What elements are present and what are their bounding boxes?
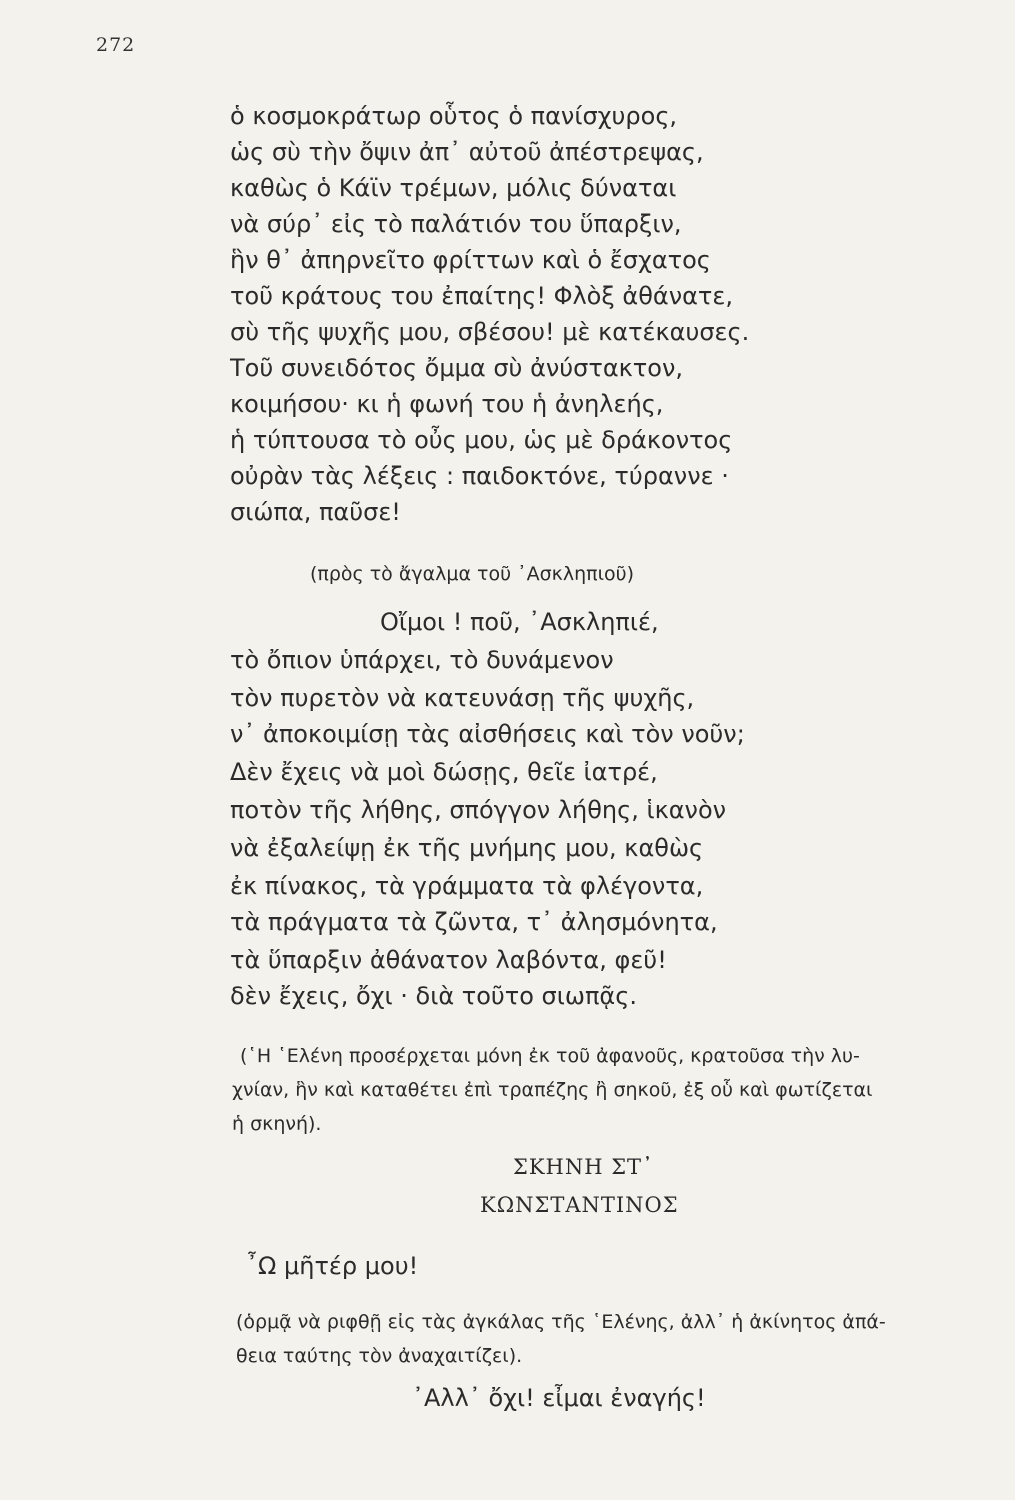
verse-line: τὸ ὄπιον ὑπάρχει, τὸ δυνάμενον (230, 646, 614, 674)
verse-line: ὡς σὺ τὴν ὄψιν ἀπ᾽ αὐτοῦ ἀπέστρεψας, (230, 138, 704, 166)
verse-line: ποτὸν τῆς λήθης, σπόγγον λήθης, ἱκανὸν (230, 796, 727, 824)
stage-direction-line: θεια ταύτης τὸν ἀναχαιτίζει). (236, 1345, 523, 1367)
verse-line: σὺ τῆς ψυχῆς μου, σβέσου! μὲ κατέκαυσες. (230, 318, 750, 346)
verse-line: Οἴμοι ! ποῦ, ᾽Ασκληπιέ, (380, 608, 659, 636)
stage-direction-line: (῾Η ῾Ελένη προσέρχεται μόνη ἐκ τοῦ ἀφανοῦς, κρατοῦσα τὴν λυ- (240, 1045, 860, 1067)
verse-line: Δὲν ἔχεις νὰ μοὶ δώσῃς, θεῖε ἰατρέ, (230, 758, 658, 786)
verse-line: ἡ τύπτουσα τὸ οὖς μου, ὡς μὲ δράκοντος (230, 426, 733, 454)
verse-line: κοιμήσου· κι ἡ φωνή του ἡ ἀνηλεής, (230, 390, 664, 418)
verse-line: τοῦ κράτους του ἐπαίτης! Φλὸξ ἀθάνατε, (230, 282, 733, 310)
verse-line: τὰ ὕπαρξιν ἀθάνατον λαβόντα, φεῦ! (230, 946, 667, 974)
page-number: 272 (96, 34, 136, 56)
stage-direction-line: χνίαν, ἣν καὶ καταθέτει ἐπὶ τραπέζης ἢ σηκοῦ, ἐξ οὗ καὶ φωτίζεται (232, 1079, 873, 1101)
verse-line: νὰ ἐξαλείψῃ ἐκ τῆς μνήμης μου, καθὼς (230, 834, 704, 862)
verse-line: ῏Ω μῆτέρ μου! (246, 1252, 419, 1280)
speaker-name: ΚΩΝΣΤΑΝΤΙΝΟΣ (480, 1193, 679, 1217)
verse-line: ἣν θ᾽ ἀπηρνεῖτο φρίττων καὶ ὁ ἔσχατος (230, 246, 711, 274)
verse-line: ᾽Αλλ᾽ ὄχι! εἶμαι ἐναγής! (412, 1384, 706, 1412)
stage-direction-line: (ὁρμᾷ νὰ ριφθῇ εἰς τὰς ἀγκάλας τῆς ῾Ελένης, ἀλλ᾽ ἡ ἀκίνητος ἀπά- (236, 1311, 886, 1333)
stage-direction: (πρὸς τὸ ἄγαλμα τοῦ ᾽Ασκληπιοῦ) (310, 563, 635, 585)
verse-line: τὰ πράγματα τὰ ζῶντα, τ᾽ ἀλησμόνητα, (230, 908, 718, 936)
verse-line: ἐκ πίνακος, τὰ γράμματα τὰ φλέγοντα, (230, 872, 704, 900)
stage-direction-line: ἡ σκηνή). (232, 1113, 322, 1135)
verse-line: τὸν πυρετὸν νὰ κατευνάσῃ τῆς ψυχῆς, (230, 684, 695, 712)
verse-line: καθὼς ὁ Κάϊν τρέμων, μόλις δύναται (230, 174, 677, 202)
verse-line: δὲν ἔχεις, ὄχι · διὰ τοῦτο σιωπᾷς. (230, 982, 637, 1010)
verse-line: ν᾽ ἀποκοιμίσῃ τὰς αἰσθήσεις καὶ τὸν νοῦν; (230, 720, 745, 748)
verse-line: οὐρὰν τὰς λέξεις : παιδοκτόνε, τύραννε · (230, 462, 729, 490)
verse-line: σιώπα, παῦσε! (230, 498, 401, 526)
verse-line: νὰ σύρ᾽ εἰς τὸ παλάτιόν του ὕπαρξιν, (230, 210, 682, 238)
verse-line: Τοῦ συνειδότος ὄμμα σὺ ἀνύστακτον, (230, 354, 683, 382)
verse-line: ὁ κοσμοκράτωρ οὗτος ὁ πανίσχυρος, (230, 102, 678, 130)
scene-heading: ΣΚΗΝΗ ΣΤ᾽ (513, 1155, 654, 1179)
